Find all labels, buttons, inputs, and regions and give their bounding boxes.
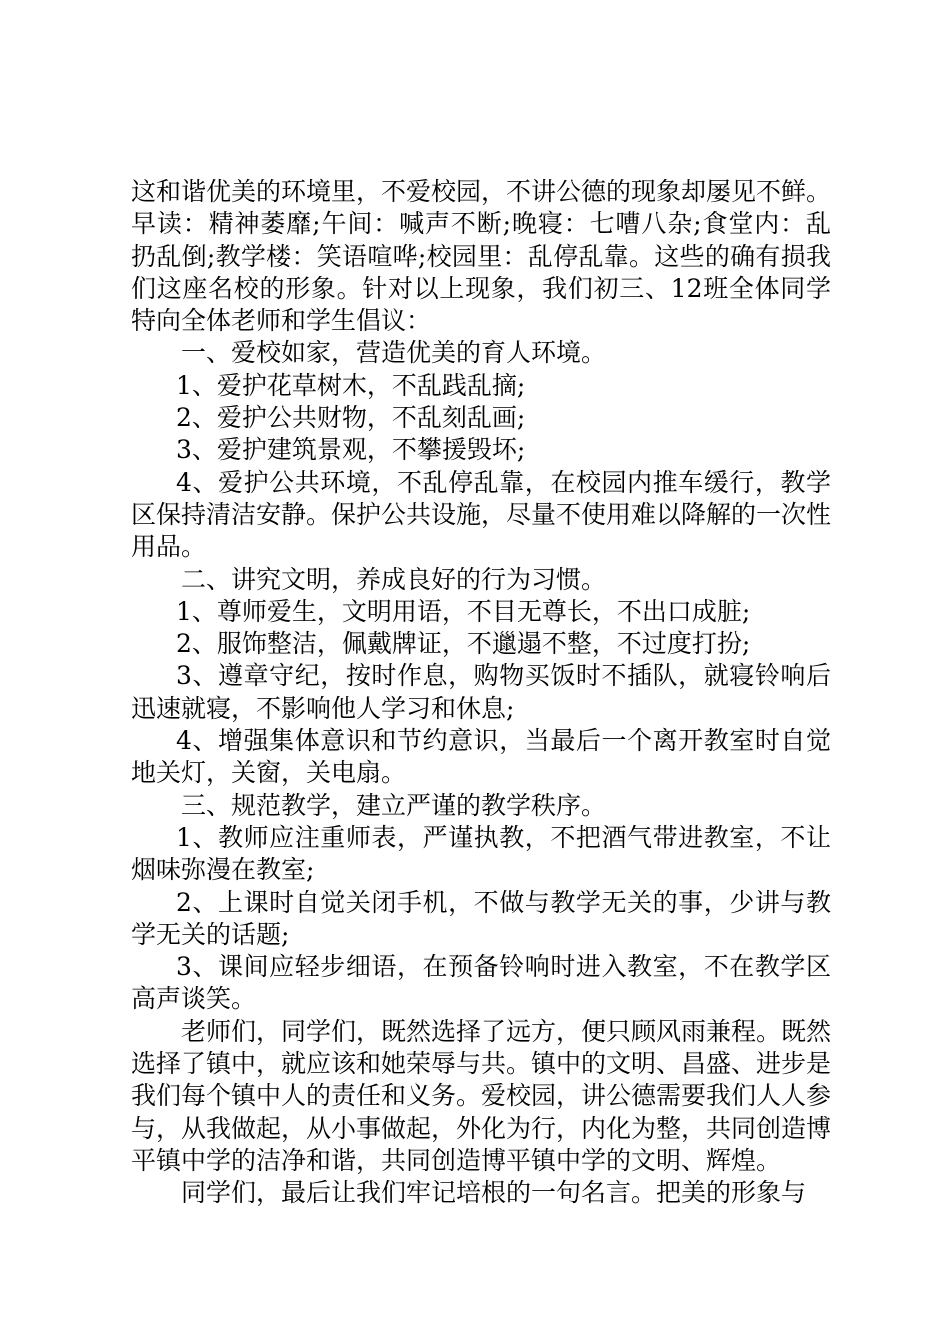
list-item-1-3: 3、爱护建筑景观，不攀援毁坏; [176,435,526,465]
list-item-1-1: 1、爱护花草树木，不乱践乱摘; [176,370,526,400]
section-heading-2: 二、讲究文明，养成良好的行为习惯。 [181,564,607,594]
paragraph-intro: 这和谐优美的环境里，不爱校园，不讲公德的现象却屡见不鲜。早读：精神萎靡;午间：喊声不断;晚寝：七嘈八杂;食堂内：乱扔乱倒;教学楼：笑语喧哗;校园里：乱停乱靠。这些的确有损我们这座名校的形象。针对以上现象，我们初三、12班全体同学特向全体老师和学生倡议： [131,177,832,336]
list-item-2-4: 4、增强集体意识和节约意识，当最后一个离开教室时自觉地关灯，关窗，关电扇。 [131,726,831,788]
list-item-2-1: 1、尊师爱生，文明用语，不目无尊长，不出口成脏; [176,596,751,626]
list-item-3-1: 1、教师应注重师表，严谨执教，不把酒气带进教室，不让烟味弥漫在教室; [131,822,831,885]
list-item-3-3: 3、课间应轻步细语，在预备铃响时进入教室，不在教学区高声谈笑。 [131,952,831,1014]
paragraph-closing: 老师们，同学们，既然选择了远方，便只顾风雨兼程。既然选择了镇中，就应该和她荣辱与共。镇中的文明、昌盛、进步是我们每个镇中人的责任和义务。爱校园，讲公德需要我们人人参与，从我做起，从小事做起，外化为行，内化为整，共同创造博平镇中学的洁净和谐，共同创造博平镇中学的文明、辉煌。 [131,1016,832,1175]
section-heading-3: 三、规范教学，建立严谨的教学秩序。 [181,790,607,820]
list-item-2-3: 3、遵章守纪，按时作息，购物买饭时不插队，就寝铃响后迅速就寝，不影响他人学习和休息; [131,661,831,723]
list-item-2-2: 2、服饰整洁，佩戴牌证，不邋遢不整，不过度打扮; [176,629,751,659]
list-item-3-2: 2、上课时自觉关闭手机，不做与教学无关的事，少讲与教学无关的话题; [131,887,831,949]
section-heading-1: 一、爱校如家，营造优美的育人环境。 [181,338,607,368]
paragraph-final: 同学们，最后让我们牢记培根的一句名言。把美的形象与 [181,1178,807,1208]
list-item-1-4: 4、爱护公共环境，不乱停乱靠，在校园内推车缓行，教学区保持清洁安静。保护公共设施，尽量不使用难以降解的一次性用品。 [131,467,832,562]
list-item-1-2: 2、爱护公共财物，不乱刻乱画; [176,403,526,433]
document-body [131,176,831,1210]
